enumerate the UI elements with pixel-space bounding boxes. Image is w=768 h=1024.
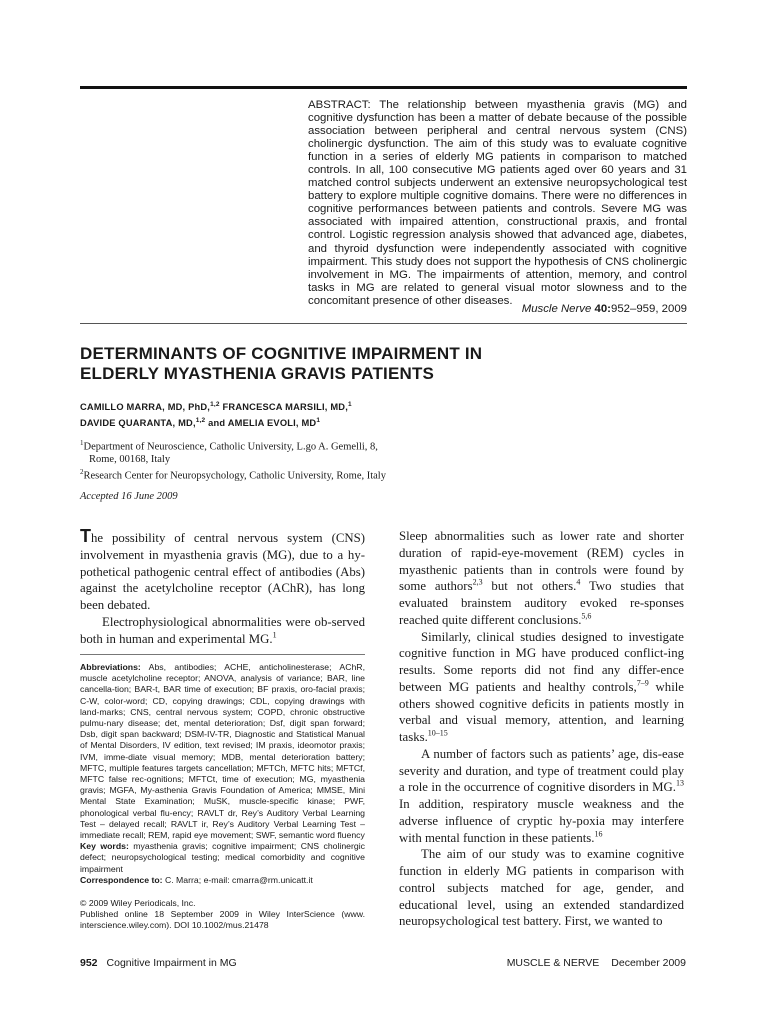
title-line-1: DETERMINANTS OF COGNITIVE IMPAIRMENT IN [80,344,483,363]
copyright: © 2009 Wiley Periodicals, Inc. [80,898,196,909]
body-paragraph: Sleep abnormalities such as lower rate and shorter duration of rapid-eye-movement (REM) cycles in myasthenic patients than in controls were found by some authors$^{2,3}$ but not others.$^4$ Two studies that evaluated brainstem auditory evoked re-sponses reached quite different conclusions.$^{5,6}$ [399,529,685,627]
author-name: CAMILLO MARRA, MD, PhD, [80,402,211,412]
footer-right [507,957,686,969]
publication-info: Published online 18 September 2009 in Wiley InterScience (www. interscience.wiley.com). DOI 10.1002/mus.21478 [80,909,365,931]
abstract: ABSTRACT: The relationship between myasthenia gravis (MG) and cognitive dysfunction has been a matter of debate because of the possible association between peripheral and central nervous system (CNS) cholinergic dysfunction. The aim of this study was to evaluate cognitive function in a series of elderly MG patients in comparison to matched controls. In all, 100 consecutive MG patients aged over 60 years and 31 matched control subjects underwent an extensive neuropsychological test battery to explore multiple cognitive domains. There were no differences in cognitive performances between patients and controls. Severe MG was associated with impaired attention, constructional praxis, and frontal control. Logistic regression analysis showed that advanced age, diabetes, and thyroid dysfunction were independently associated with cognitive impairment. This study does not support the hypothesis of CNS cholinergic involvement in MG. The impairments of attention, memory, and control tasks in MG are related to general visual motor slowness and to the concomitant presence of other diseases. [308,99,687,307]
body-paragraph: A number of factors such as patients’ age, dis-ease severity and duration, and type of treatment could play a role in the occurrence of cognitive disorders in MG.$^{13}$ In addition, respiratory muscle weakness and the adverse influence of cryptic hy-poxia may interfere with mental function in these patients.$^{16}$ [399,746,684,845]
footnote-rule [80,654,365,655]
abbreviations: Abbreviations: Abs, antibodies; ACHE, anticholinesterase; AChR, muscle acetylcholine receptor; ANOVA, analysis of variance; BAR, line cancella-tion; BAR-t, BAR time of execution; BF praxis, oro-facial praxis; C-W, color-word; CD, copying drawings; CDL, copying drawings with land-marks; CNS, central nervous system; COPD, chronic obstructive pulmu-nary disease; det, mental deterioration; Dsf, digit span forward; Dsb, digit span backward; DSM-IV-TR, Diagnostic and Statistical Manual of Mental Disorders, IV edition, text revised; IM praxis, ideomotor praxis; IVM, imme-diate visual memory; MDB, mental deterioration battery; MFTC, multiple features targets cancellation; MFTCh, MFTC hits; MFTCf, MFTC false rec-ognitions; MFTCt, time of execution; MG, myasthenia gravis; MGFA, My-asthenia Gravis Foundation of America; MMSE, Mini Mental State Examination; MuSK, muscle-specific kinase; PWF, phonological verbal flu-ency; RAVLT dr, Rey’s Auditory Verbal Learning Test – delayed recall; RAVLT ir, Rey’s Auditory Verbal Learning Test – immediate recall; REM, rapid eye movement; SWF, semantic word fluency [80,662,365,841]
page-number: 952 [80,957,98,969]
author-name: DAVIDE QUARANTA, MD, [80,418,196,428]
body-paragraph: The aim of our study was to examine cognitive function in elderly MG patients in comparison with control subjects matched for age, gender, and educational level, using an extended standardized neuropsychological test battery. First, we wanted to [399,847,684,929]
author-name: and AMELIA EVOLI, MD [208,418,317,428]
running-title: Cognitive Impairment in MG [106,957,237,969]
author-affil-sup: 1 [316,416,321,424]
author-affil-sup: 1 [347,400,352,408]
footer-left [80,957,237,969]
body-paragraph: Electrophysiological abnormalities were ob-served both in human and experimental MG.$^1$ [80,614,365,646]
section-rule [80,323,687,324]
author-list [80,399,640,431]
article-title [80,344,640,384]
author-affil-sup: 1,2 [210,400,220,408]
body-column-right [399,528,684,930]
citation-journal: Muscle Nerve [521,303,592,315]
body-paragraph: Similarly, clinical studies designed to investigate cognitive function in MG have produced conflict-ing results. Some reports did not find any differ-ence between MG patients and healthy controls,$^{7-9}$ while others showed cognitive deficits in patients mostly in verbal and visual memory, attention, and learning tasks.$^{10-15}$ [399,629,684,744]
affiliations [80,437,480,483]
abstract-citation [308,303,687,315]
correspondence: Correspondence to: C. Marra; e-mail: cmarra@rm.unicatt.it [80,874,313,885]
issue-date: December 2009 [611,957,686,969]
accepted-date: Accepted 16 June 2009 [80,491,178,502]
body-column-left [80,528,365,647]
body-paragraph: The possibility of central nervous system (CNS) involvement in myasthenia gravis (MG), due to a hy-pothetical pathogenic central effect of antibodies (Abs) against the acetylcholine receptor (AChR), has long been debated. [80,526,365,612]
citation-volume: 40: [594,303,611,315]
title-line-2: ELDERLY MYASTHENIA GRAVIS PATIENTS [80,364,435,383]
journal-name: MUSCLE & NERVE [506,957,600,969]
author-name: FRANCESCA MARSILI, MD, [222,402,348,412]
drop-cap: T [80,526,91,546]
footnotes [80,662,365,932]
keywords: Key words: myasthenia gravis; cognitive impairment; CNS cholinergic defect; neuropsychological testing; medical comorbidity and cognitive impairment [80,841,366,874]
citation-pages: 952–959, 2009 [610,303,687,315]
top-rule [80,86,687,89]
author-affil-sup: 1,2 [195,416,206,424]
affiliation-1: $^1$Department of Neuroscience, Catholic University, L.go A. Gemelli, 8, Rome, 00168, Italy [80,439,378,465]
affiliation-2: $^2$Research Center for Neuropsychology, Catholic University, Rome, Italy [80,468,386,482]
